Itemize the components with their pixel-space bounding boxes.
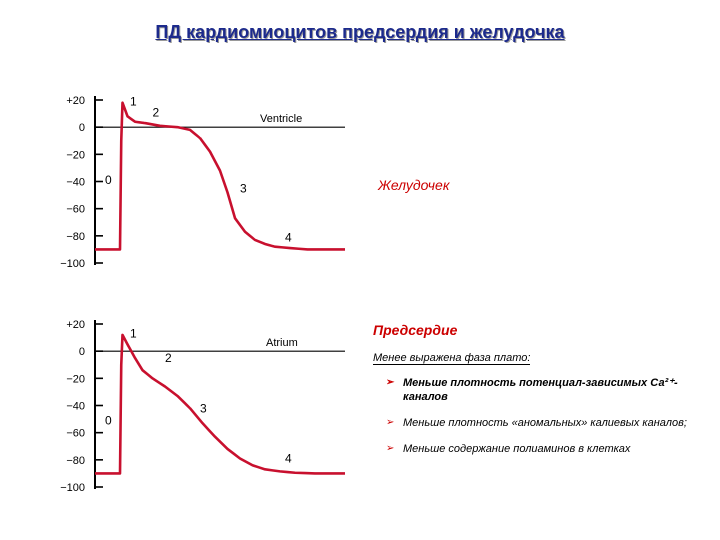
y-tick-label: −60	[66, 203, 85, 216]
y-tick-label: 0	[78, 346, 85, 359]
list-item	[373, 442, 693, 456]
phase-label: 2	[165, 351, 172, 366]
y-tick-label: −40	[66, 400, 85, 413]
phase-label: 3	[240, 181, 247, 196]
y-tick-label: −80	[66, 454, 85, 467]
ventricle-label: Желудочек	[378, 177, 450, 193]
y-tick-label: −40	[66, 176, 85, 189]
list-item-text: Меньше плотность потенциал-зависимых Са²⁺-каналов	[403, 377, 678, 403]
atrium-bullet-list	[373, 376, 693, 456]
phase-label: 0	[105, 413, 112, 428]
ventricle-chart	[40, 88, 360, 298]
phase-label: 1	[130, 326, 137, 341]
phase-label: 0	[105, 173, 112, 188]
chart-title: Atrium	[266, 337, 298, 350]
slide-title: ПД кардиомиоцитов предсердия и желудочка	[155, 22, 565, 42]
y-tick-label: −60	[66, 427, 85, 440]
list-item	[373, 416, 693, 430]
list-item	[373, 376, 693, 404]
y-tick-label: +20	[66, 95, 85, 107]
atrium-chart-svg	[40, 312, 360, 522]
y-tick-label: −100	[60, 258, 85, 270]
action-potential-line	[95, 335, 345, 474]
ventricle-chart-svg	[40, 88, 360, 298]
atrium-description	[373, 322, 693, 468]
y-tick-label: 0	[78, 122, 85, 135]
y-tick-label: +20	[66, 319, 85, 331]
y-tick-label: −20	[66, 373, 85, 386]
phase-label: 4	[285, 230, 292, 245]
y-tick-label: −80	[66, 230, 85, 243]
arrow-bullet-icon: ➢	[386, 417, 395, 428]
phase-label: 2	[152, 105, 160, 120]
y-tick-label: −20	[66, 149, 85, 162]
arrow-bullet-icon: ➢	[386, 443, 395, 454]
list-item-text: Меньше содержание полиаминов в клетках	[403, 443, 631, 455]
phase-label: 1	[130, 94, 137, 109]
atrium-chart	[40, 312, 360, 522]
arrow-bullet-icon: ➢	[386, 377, 395, 388]
phase-label: 3	[200, 401, 207, 416]
action-potential-line	[95, 103, 345, 250]
chart-title: Ventricle	[260, 113, 303, 126]
atrium-heading: Предсердие	[373, 322, 458, 338]
y-tick-label: −100	[60, 482, 85, 494]
atrium-subheading: Менее выражена фаза плато:	[373, 352, 531, 364]
list-item-text: Меньше плотность «аномальных» калиевых каналов;	[403, 417, 687, 429]
phase-label: 4	[285, 451, 292, 466]
